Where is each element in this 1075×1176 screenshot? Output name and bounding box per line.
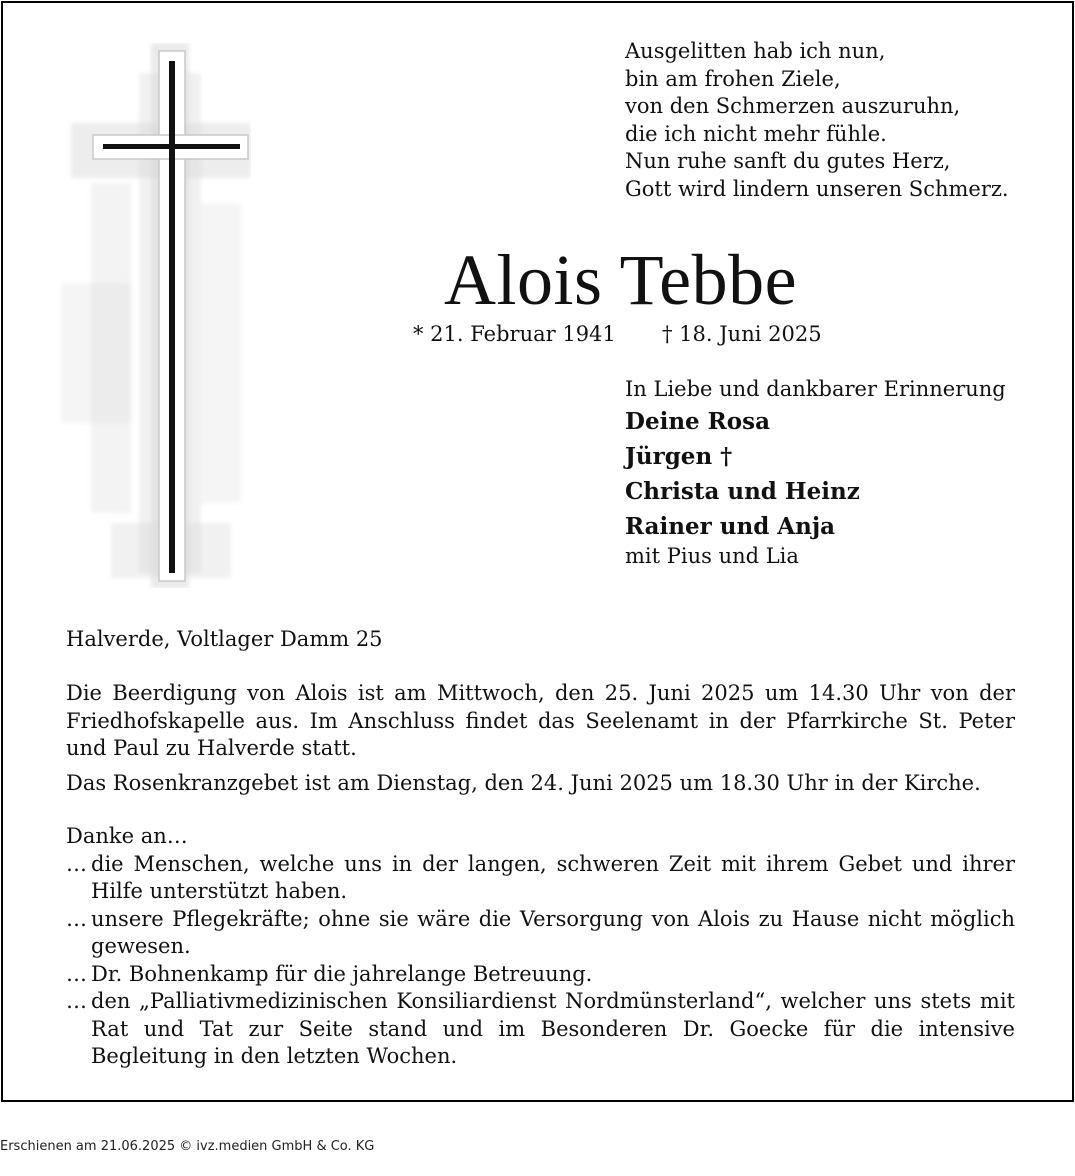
thanks-section [66, 823, 1015, 1071]
thanks-item [66, 851, 1015, 906]
ellipsis: … [66, 906, 87, 931]
rosary-paragraph: Das Rosenkranzgebet ist am Dienstag, den 24. Juni 2025 um 18.30 Uhr in der Kirche. [66, 771, 981, 795]
thanks-item-text: den „Palliativmedizinischen Konsiliardienst Nordmünsterland“, welcher uns stets mit Rat und Tat zur Seite stand und im Besonderen Dr. Goecke für die intensive Begleitung in den letzten Wochen. [91, 989, 1015, 1068]
poem-line: Ausgelitten hab ich nun, [625, 39, 886, 63]
deceased-name: Alois Tebbe [443, 240, 798, 320]
poem-line: die ich nicht mehr fühle. [625, 121, 887, 146]
funeral-paragraph: Die Beerdigung von Alois ist am Mittwoch, den 25. Juni 2025 um 14.30 Uhr von der Friedhofskapelle aus. Im Anschluss findet das Seelenamt in der Pfarrkirche St. Peter und Paul zu Halverde statt. [66, 681, 1015, 760]
poem-line: Nun ruhe sanft du gutes Herz, [625, 149, 951, 173]
address: Halverde, Voltlager Damm 25 [66, 627, 383, 651]
poem [625, 38, 1009, 203]
poem-line: bin am frohen Ziele, [625, 66, 841, 91]
mourner-name: Rainer und Anja [625, 513, 836, 540]
ellipsis: … [66, 989, 87, 1013]
poem-line: Gott wird lindern unseren Schmerz. [625, 176, 1009, 201]
obituary-frame [1, 1, 1074, 1102]
mourner-name: Jürgen † [625, 443, 733, 470]
death-date: † 18. Juni 2025 [662, 322, 822, 346]
thanks-item-text: unsere Pflegekräfte; ohne sie wäre die Versorgung von Alois zu Hause nicht möglich gewesen. [91, 906, 1015, 958]
thanks-item-text: Dr. Bohnenkamp für die jahrelange Betreuung. [91, 961, 593, 986]
ellipsis: … [66, 961, 87, 986]
mourner-name: Christa und Heinz [625, 478, 860, 505]
thanks-item [66, 961, 1015, 989]
ellipsis: … [66, 851, 87, 876]
mourner-name: Deine Rosa [625, 408, 770, 435]
mourners-sub: mit Pius und Lia [625, 544, 799, 568]
mourners-intro: In Liebe und dankbarer Erinnerung [625, 377, 1006, 401]
birth-date: * 21. Februar 1941 [413, 322, 616, 346]
publication-footer: Erschienen am 21.06.2025 © ivz.medien GmbH & Co. KG [0, 1139, 375, 1154]
mourners [625, 374, 1006, 569]
thanks-item [66, 988, 1015, 1071]
thanks-item-text: die Menschen, welche uns in der langen, schweren Zeit mit ihrem Gebet und ihrer Hilfe unterstützt haben. [91, 851, 1015, 903]
poem-line: von den Schmerzen auszuruhn, [625, 94, 961, 118]
thanks-heading: Danke an… [66, 824, 188, 848]
thanks-item [66, 906, 1015, 961]
